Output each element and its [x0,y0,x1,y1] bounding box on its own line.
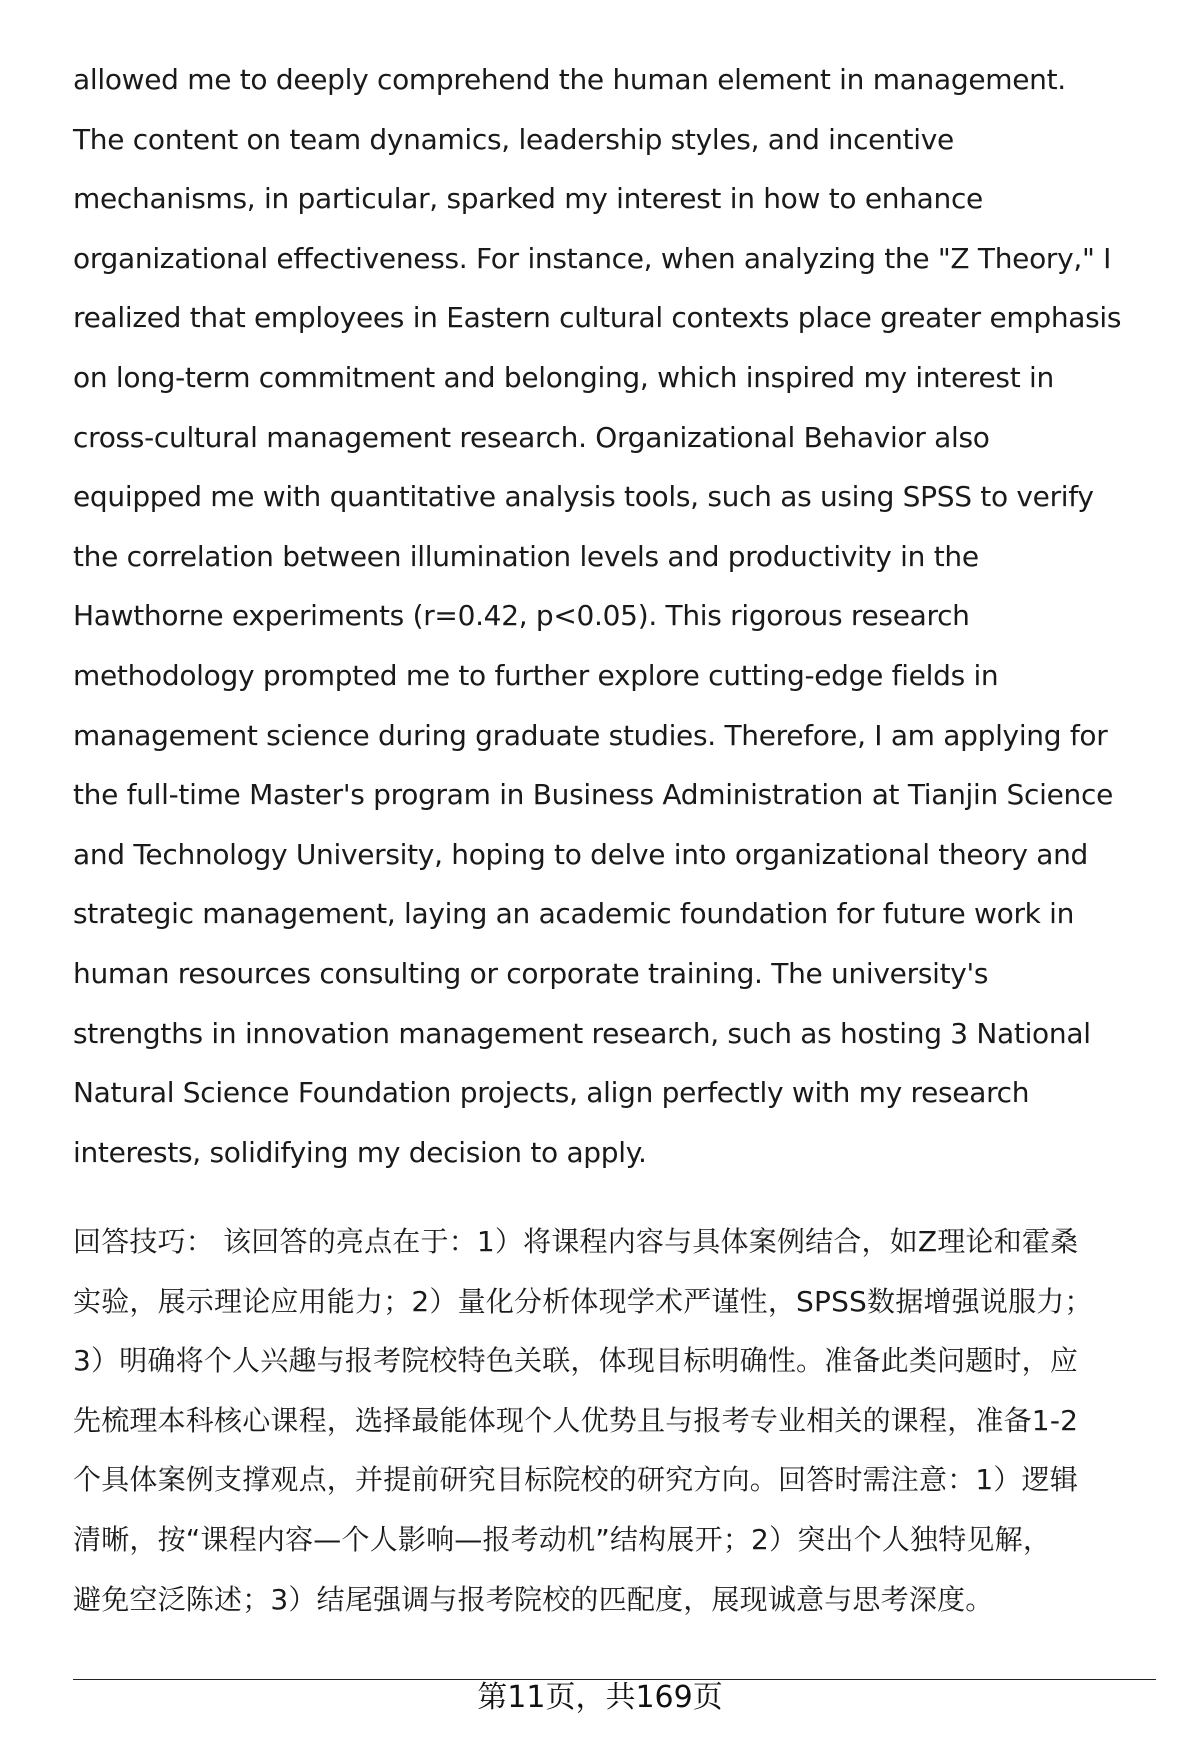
text-line: the correlation between illumination levels and productivity in the [73,539,979,573]
text-line: Natural Science Foundation projects, align perfectly with my research [73,1076,1030,1110]
answer-tips [73,1212,1093,1629]
text-line: strategic management, laying an academic foundation for future work in [73,897,1075,931]
text-line: mechanisms, in particular, sparked my interest in how to enhance [73,182,983,216]
text-line: realized that employees in Eastern cultural contexts place greater emphasis [73,301,1122,335]
text-line: allowed me to deeply comprehend the human element in management. [73,63,1066,96]
tips-line: 避免空泛陈述；3）结尾强调与报考院校的匹配度，展现诚意与思考深度。 [73,1582,994,1616]
text-line: methodology prompted me to further explore cutting-edge fields in [73,658,999,692]
text-line: human resources consulting or corporate training. The university's [73,956,989,990]
tips-line: 清晰，按“课程内容—个人影响—报考动机”结构展开；2）突出个人独特见解， [73,1522,1052,1556]
text-line: and Technology University, hoping to delve into organizational theory and [73,837,1089,871]
text-line: Hawthorne experiments (r=0.42, p<0.05). This rigorous research [73,599,970,633]
page-number: 第11页，共169页 [477,1680,723,1715]
text-line: strengths in innovation management research, such as hosting 3 National [73,1016,1091,1050]
text-line: the full-time Master's program in Business Administration at Tianjin Science [73,778,1113,812]
tips-line: 回答技巧： 该回答的亮点在于：1）将课程内容与具体案例结合，如Z理论和霍桑 [73,1225,1079,1258]
text-line: interests, solidifying my decision to apply. [73,1135,647,1169]
tips-line: 个具体案例支撑观点，并提前研究目标院校的研究方向。回答时需注意：1）逻辑 [73,1463,1079,1497]
text-line: The content on team dynamics, leadership styles, and incentive [73,122,954,156]
text-line: management science during graduate studies. Therefore, I am applying for [73,718,1108,752]
tips-line: 先梳理本科核心课程，选择最能体现个人优势且与报考专业相关的课程，准备1-2 [73,1403,1079,1437]
tips-line: 实验，展示理论应用能力；2）量化分析体现学术严谨性，SPSS数据增强说服力； [73,1284,1093,1318]
answer-paragraph [73,50,1121,1182]
text-line: organizational effectiveness. For instance, when analyzing the "Z Theory," I [73,241,1112,275]
text-line: on long-term commitment and belonging, which inspired my interest in [73,360,1054,394]
tips-line: 3）明确将个人兴趣与报考院校特色关联，体现目标明确性。准备此类问题时，应 [73,1344,1079,1378]
text-line: equipped me with quantitative analysis tools, such as using SPSS to verify [73,480,1094,514]
text-line: cross-cultural management research. Organizational Behavior also [73,420,990,454]
